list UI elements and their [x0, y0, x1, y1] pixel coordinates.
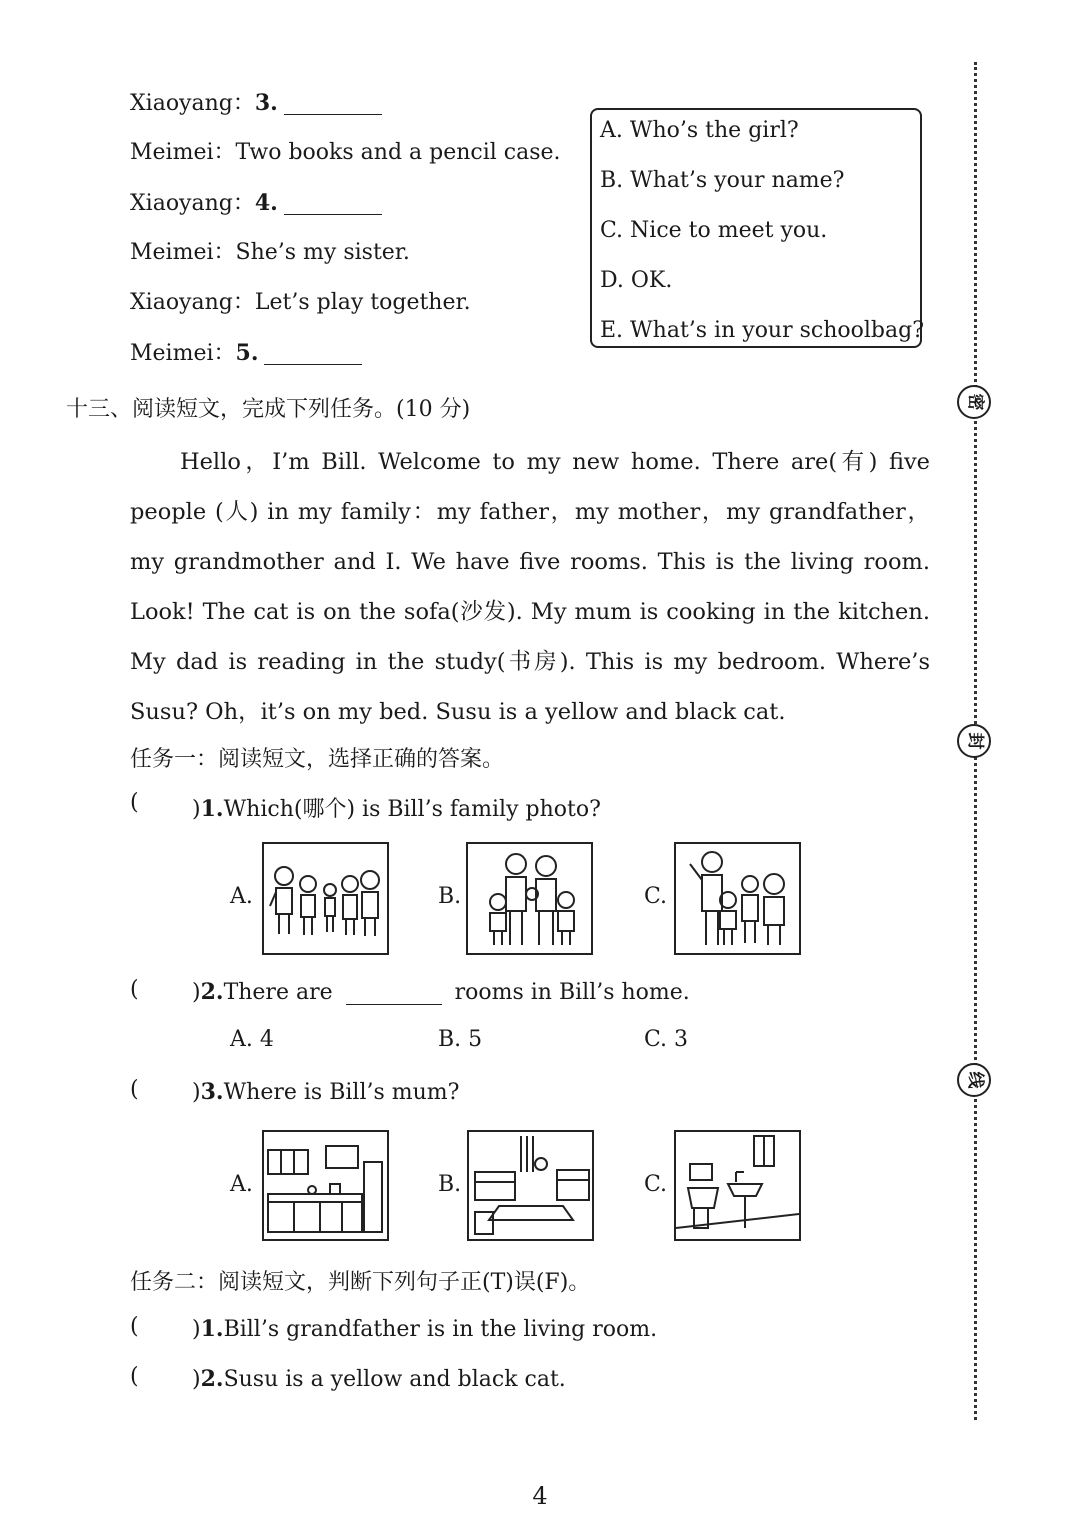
dialogue-line-3: Xiaoyang：4. [130, 192, 382, 215]
task1-heading: 任务一：阅读短文，选择正确的答案。 [130, 747, 505, 772]
answer-paren[interactable]: ( [130, 790, 139, 815]
dialogue-line-5: Xiaoyang：Let’s play together. [130, 290, 471, 315]
pic-label-c: C. [644, 1172, 668, 1197]
tf-statement-2: )2.Susu is a yellow and black cat. [192, 1366, 566, 1392]
pic-label-a: A. [230, 884, 253, 909]
dialogue-line-1: Xiaoyang：3. [130, 92, 382, 115]
room-photo-living-room[interactable] [467, 1130, 594, 1241]
question-3: )3.Where is Bill’s mum? [192, 1079, 460, 1105]
family-five-icon [264, 844, 387, 953]
answer-paren[interactable]: ( [130, 1314, 139, 1339]
option-b: B. What’s your name? [600, 168, 845, 193]
kitchen-icon [264, 1132, 387, 1239]
family-photo-c[interactable] [674, 842, 801, 955]
pic-label-c: C. [644, 884, 668, 909]
room-photo-bathroom[interactable] [674, 1130, 801, 1241]
answer-paren[interactable]: ( [130, 977, 139, 1002]
passage-text: Hello，I’m Bill. Welcome to my new home. There are(有) five people (人) in my family：my father，my mother，my grandfather，my grandmother and I. We have five rooms. This is the living room. Look! The cat is on the sofa(沙发). My mum is cooking in the kitchen. My dad is reading in the study(书房). This is my bedroom. Where’s Susu? Oh，it’s on my bed. Susu is a yellow and black cat. [130, 449, 930, 725]
option-c: C. Nice to meet you. [600, 218, 828, 243]
choice-a[interactable]: A. 4 [230, 1027, 274, 1052]
answer-blank[interactable] [284, 94, 382, 115]
dialogue-line-4: Meimei：She’s my sister. [130, 240, 410, 265]
question-1: )1.Which(哪个) is Bill’s family photo? [192, 796, 601, 822]
seal-mark-1: 密 [957, 385, 991, 419]
answer-blank[interactable] [264, 344, 362, 365]
dialogue-line-6: Meimei：5. [130, 342, 362, 365]
living-room-icon [469, 1132, 592, 1239]
room-photo-kitchen[interactable] [262, 1130, 389, 1241]
bathroom-icon [676, 1132, 799, 1239]
family-photo-a[interactable] [262, 842, 389, 955]
pic-label-b: B. [438, 884, 462, 909]
family-photo-b[interactable] [466, 842, 593, 955]
task2-heading: 任务二：阅读短文，判断下列句子正(T)误(F)。 [130, 1270, 591, 1295]
options-box [590, 108, 922, 348]
pic-label-b: B. [438, 1172, 462, 1197]
answer-paren[interactable]: ( [130, 1077, 139, 1102]
tf-statement-1: )1.Bill’s grandfather is in the living room. [192, 1316, 658, 1342]
option-e: E. What’s in your schoolbag? [600, 318, 924, 343]
question-2: )2.There are rooms in Bill’s home. [192, 979, 690, 1005]
section-title: 十三、阅读短文，完成下列任务。(10 分) [66, 397, 471, 422]
answer-paren[interactable]: ( [130, 1364, 139, 1389]
answer-blank[interactable] [284, 194, 382, 215]
reading-passage [130, 437, 930, 737]
option-d: D. OK. [600, 268, 673, 293]
option-a: A. Who’s the girl? [600, 118, 799, 143]
page-number: 4 [532, 1482, 548, 1510]
pic-label-a: A. [230, 1172, 253, 1197]
family-three-icon [676, 844, 799, 953]
dialogue-line-2: Meimei：Two books and a pencil case. [130, 140, 561, 165]
seal-mark-3: 线 [957, 1063, 991, 1097]
choice-b[interactable]: B. 5 [438, 1027, 483, 1052]
answer-blank[interactable] [346, 984, 442, 1005]
choice-c[interactable]: C. 3 [644, 1027, 689, 1052]
seal-mark-2: 封 [957, 724, 991, 758]
family-four-icon [468, 844, 591, 953]
